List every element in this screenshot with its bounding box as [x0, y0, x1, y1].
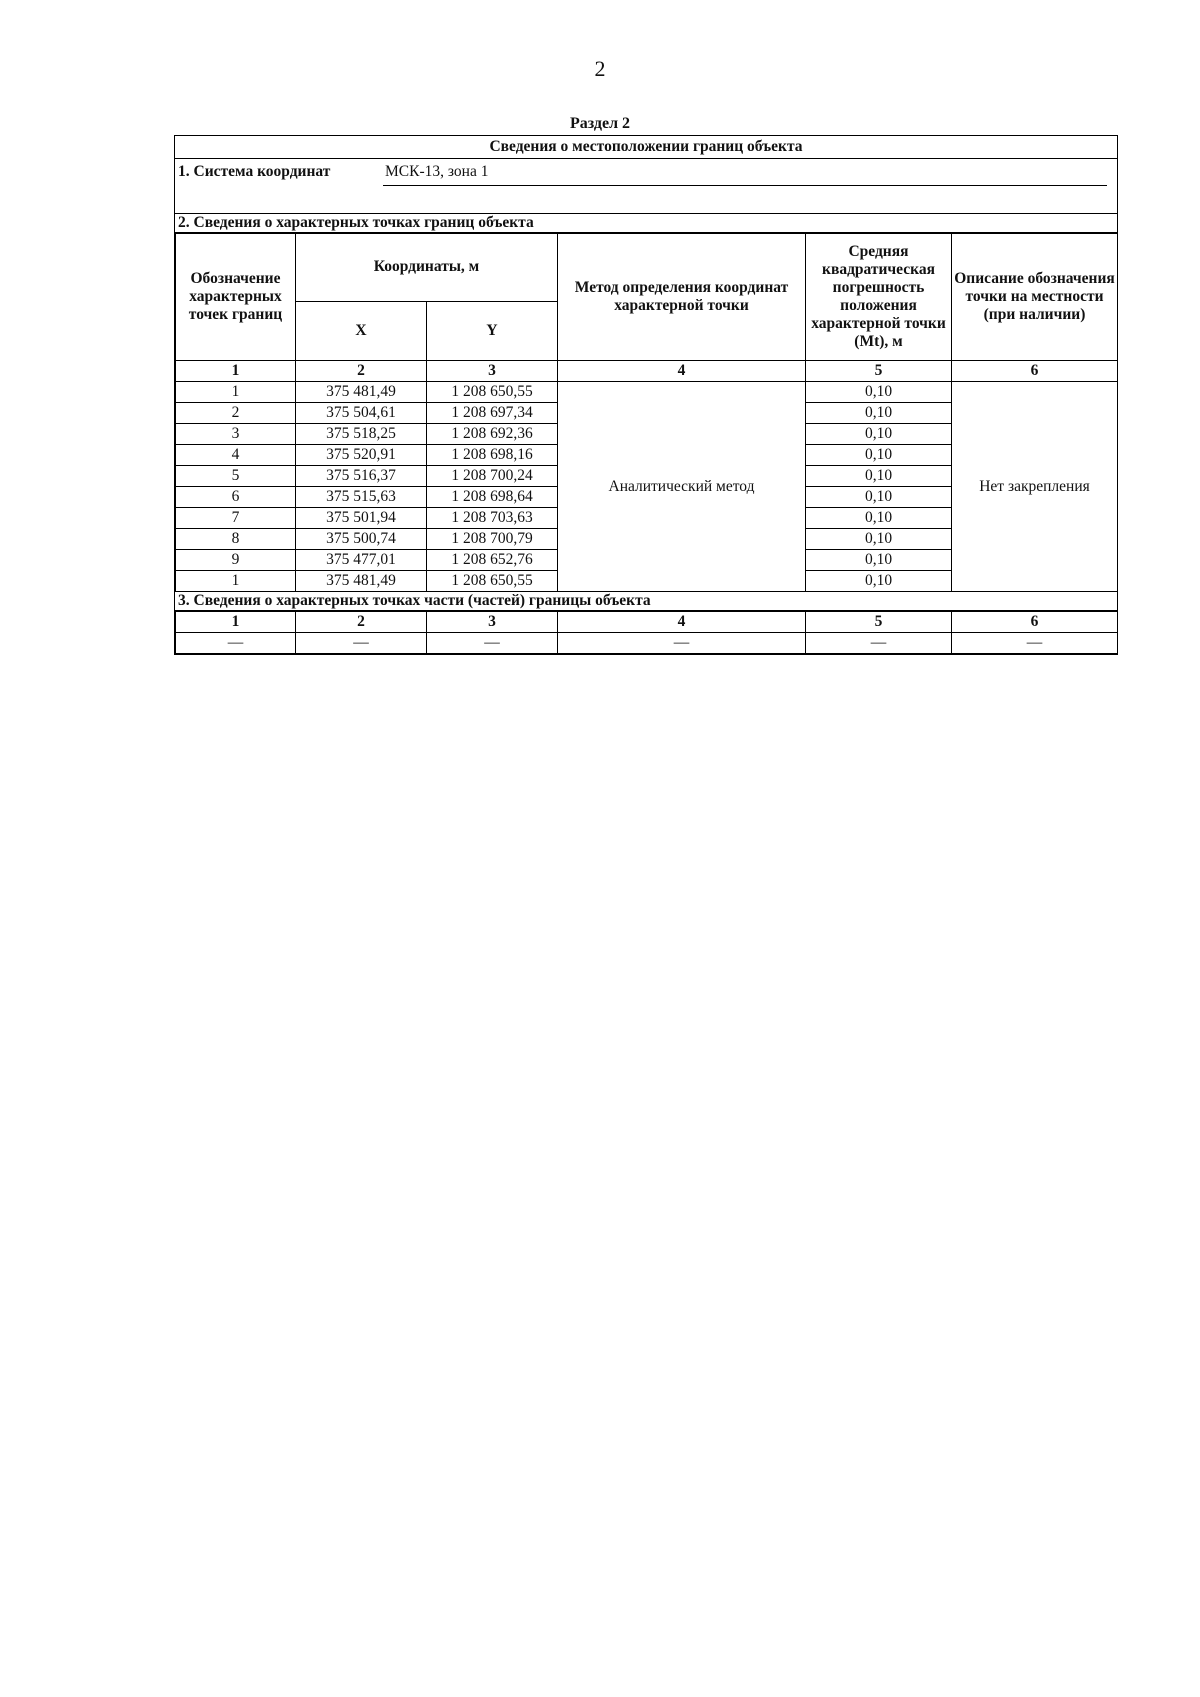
- point-id: 9: [176, 550, 296, 571]
- column-number: 1: [176, 612, 296, 633]
- method-cell: Аналитический метод: [558, 382, 806, 592]
- header-coordinates: Координаты, м: [296, 234, 558, 302]
- part-column-numbers-row: [176, 612, 1118, 633]
- point-mt: 0,10: [806, 466, 952, 487]
- point-x: 375 481,49: [296, 382, 427, 403]
- boundary-info-table: [174, 135, 1118, 655]
- column-number: 6: [952, 612, 1118, 633]
- point-mt: 0,10: [806, 424, 952, 445]
- point-id: 4: [176, 445, 296, 466]
- point-x: 375 481,49: [296, 571, 427, 592]
- coordinate-system-row: [175, 159, 1117, 214]
- points-table: [175, 233, 1118, 592]
- column-number: 5: [806, 612, 952, 633]
- point-mt: 0,10: [806, 382, 952, 403]
- point-id: 8: [176, 529, 296, 550]
- point-y: 1 208 700,79: [427, 529, 558, 550]
- point-x: 375 518,25: [296, 424, 427, 445]
- point-x: 375 501,94: [296, 508, 427, 529]
- column-number: 6: [952, 361, 1118, 382]
- point-y: 1 208 692,36: [427, 424, 558, 445]
- point-x: 375 477,01: [296, 550, 427, 571]
- column-number: 5: [806, 361, 952, 382]
- point-mt: 0,10: [806, 550, 952, 571]
- column-number: 4: [558, 612, 806, 633]
- point-mt: 0,10: [806, 487, 952, 508]
- section-title: Раздел 2: [569, 115, 631, 132]
- part-cell: —: [806, 633, 952, 654]
- point-mt: 0,10: [806, 508, 952, 529]
- points-heading: 2. Сведения о характерных точках границ объекта: [175, 214, 1117, 233]
- point-mt: 0,10: [806, 529, 952, 550]
- point-mt: 0,10: [806, 571, 952, 592]
- header-row: [176, 234, 1118, 302]
- point-id: 6: [176, 487, 296, 508]
- table-row: [176, 633, 1118, 654]
- point-y: 1 208 652,76: [427, 550, 558, 571]
- point-mt: 0,10: [806, 403, 952, 424]
- point-y: 1 208 700,24: [427, 466, 558, 487]
- point-id: 2: [176, 403, 296, 424]
- part-cell: —: [952, 633, 1118, 654]
- point-y: 1 208 697,34: [427, 403, 558, 424]
- column-numbers-row: [176, 361, 1118, 382]
- column-number: 3: [427, 361, 558, 382]
- part-points-table: [175, 611, 1118, 654]
- point-x: 375 516,37: [296, 466, 427, 487]
- coordinate-system-label: 1. Система координат: [178, 163, 331, 180]
- column-number: 2: [296, 361, 427, 382]
- table-row: [176, 382, 1118, 403]
- description-cell: Нет закрепления: [952, 382, 1118, 592]
- coordinate-system-underline: [383, 185, 1107, 186]
- column-number: 1: [176, 361, 296, 382]
- header-description: Описание обозначения точки на местности (при наличии): [952, 234, 1118, 361]
- point-id: 1: [176, 382, 296, 403]
- header-error: Средняя квадратическая погрешность положения характерной точки (Mt), м: [806, 234, 952, 361]
- part-cell: —: [558, 633, 806, 654]
- point-y: 1 208 650,55: [427, 571, 558, 592]
- part-cell: —: [427, 633, 558, 654]
- header-x: X: [296, 301, 427, 360]
- point-mt: 0,10: [806, 445, 952, 466]
- header-method: Метод определения координат характерной точки: [558, 234, 806, 361]
- part-cell: —: [296, 633, 427, 654]
- frame-title: Сведения о местоположении границ объекта: [175, 136, 1117, 159]
- point-id: 3: [176, 424, 296, 445]
- point-y: 1 208 698,16: [427, 445, 558, 466]
- point-y: 1 208 650,55: [427, 382, 558, 403]
- point-id: 7: [176, 508, 296, 529]
- point-id: 1: [176, 571, 296, 592]
- column-number: 3: [427, 612, 558, 633]
- part-points-heading: 3. Сведения о характерных точках части (частей) границы объекта: [175, 592, 1117, 611]
- column-number: 2: [296, 612, 427, 633]
- coordinate-system-value: МСК-13, зона 1: [385, 163, 489, 180]
- point-x: 375 520,91: [296, 445, 427, 466]
- point-y: 1 208 703,63: [427, 508, 558, 529]
- page-number: 2: [594, 56, 606, 81]
- point-x: 375 500,74: [296, 529, 427, 550]
- point-y: 1 208 698,64: [427, 487, 558, 508]
- header-y: Y: [427, 301, 558, 360]
- point-x: 375 504,61: [296, 403, 427, 424]
- point-x: 375 515,63: [296, 487, 427, 508]
- part-cell: —: [176, 633, 296, 654]
- column-number: 4: [558, 361, 806, 382]
- header-designation: Обозначение характерных точек границ: [176, 234, 296, 361]
- point-id: 5: [176, 466, 296, 487]
